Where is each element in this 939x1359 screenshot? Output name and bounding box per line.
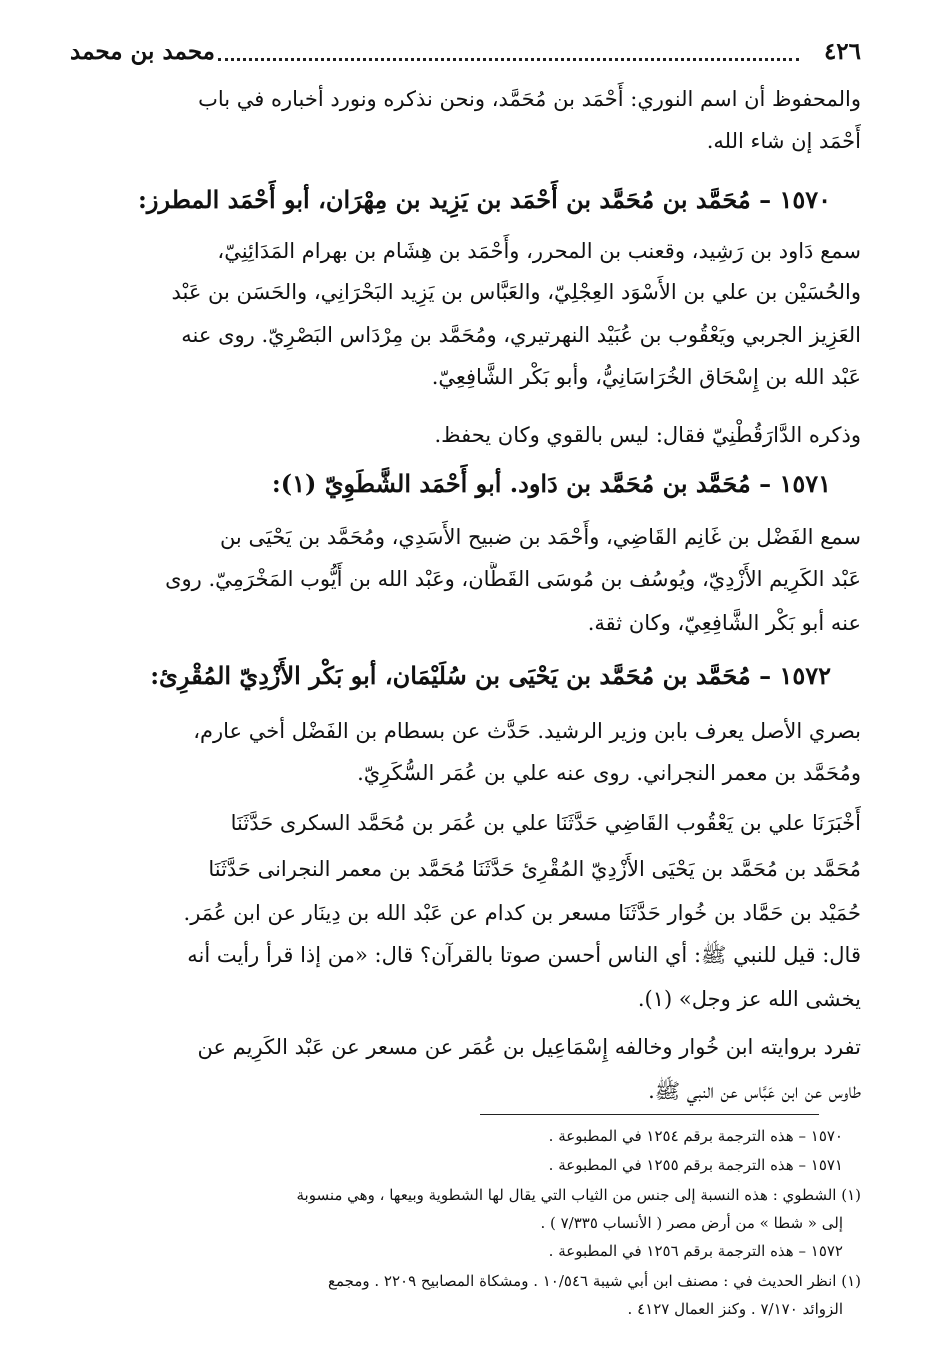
text-line: عَبْد الله بن إِسْحَاق الخُرَاسَانِيُّ، وأبو بَكْر الشَّافِعِيّ. (431, 365, 861, 389)
footnote: (١) الشطوي : هذه النسبة إلى جنس من الثياب التي يقال لها الشطوية وبيعها ، وهي منسوبة (296, 1186, 861, 1204)
footnote: الزوائد ٧/١٧٠ . وكنز العمال ٤١٢٧ . (627, 1300, 843, 1318)
entry-heading-1570: ١٥٧٠ – مُحَمَّد بن مُحَمَّد بن أَحْمَد بن يَزِيد بن مِهْرَان، أبو أَحْمَد المطرز: (138, 185, 831, 214)
text-line: بصري الأصل يعرف بابن وزير الرشيد. حَدَّث عن بسطام بن الفَضْل أخي عارم، (193, 719, 861, 743)
footnote: إلى « شطا » من أرض مصر ( الأنساب ٧/٣٣٥ ) . (540, 1214, 843, 1232)
text-line: عَبْد الكَرِيم الأَزْدِيّ، ويُوسُف بن مُوسَى القَطَّان، وعَبْد الله بن أَيُّوب المَخْرَمِيّ. روى (165, 567, 861, 591)
header-dot-leader (218, 58, 799, 61)
footnote: ١٥٧١ – هذه الترجمة برقم ١٢٥٥ في المطبوعة . (548, 1156, 843, 1174)
text-line: العَزِيز الجربي ويَعْقُوب بن عُبَيْد النهرتيري، ومُحَمَّد بن مِرْدَاس البَصْرِيّ. روى عنه (181, 323, 861, 347)
entry-heading-1571: ١٥٧١ – مُحَمَّد بن مُحَمَّد بن دَاود. أبو أَحْمَد الشَّطَوِيّ (١): (271, 469, 831, 498)
footnote: ١٥٧٢ – هذه الترجمة برقم ١٢٥٦ في المطبوعة . (548, 1242, 843, 1260)
footnote-separator (480, 1114, 819, 1115)
text-line: سمع دَاود بن رَشِيد، وقعنب بن المحرر، وأَحْمَد بن هِشَام بن بهرام المَدَائِنِيّ، (217, 239, 861, 263)
entry-heading-1572: ١٥٧٢ – مُحَمَّد بن مُحَمَّد بن يَحْيَى بن سُلَيْمَان، أبو بَكْر الأَزْدِيّ المُقْرِئ: (150, 661, 831, 690)
text-line: عنه أبو بَكْر الشَّافِعِيّ، وكان ثقة. (587, 611, 861, 635)
footnote: (١) انظر الحديث في : مصنف ابن أبي شيبة ١٠/٥٤٦ . ومشكاة المصابيح ٢٢٠٩ . ومجمع (328, 1272, 861, 1290)
text-line: طاوس عن ابن عَبَّاس عن النبي ﷺ. (648, 1079, 861, 1103)
text-line: والحُسَيْن بن علي بن الأَسْوَد العِجْلِيّ، والعَبَّاس بن يَزِيد البَحْرَانِي، والحَسَن بن عَبْد (171, 280, 861, 304)
running-title: محمد بن محمد (70, 38, 215, 65)
text-line: أَخْبَرَنَا علي بن يَعْقُوب القَاضِي حَدَّثَنَا علي بن عُمَر بن مُحَمَّد السكرى حَدَّثَنَا (230, 811, 861, 835)
text-line: يخشى الله عز وجل» (١). (637, 987, 861, 1011)
text-line: والمحفوظ أن اسم النوري: أَحْمَد بن مُحَمَّد، ونحن نذكره ونورد أخباره في باب (198, 87, 861, 111)
page-header (70, 38, 861, 72)
text-line: قال: قيل للنبي ﷺ: أي الناس أحسن صوتا بالقرآن؟ قال: «من إذا قرأ رأيت أنه (187, 943, 861, 967)
text-line: أَحْمَد إن شاء الله. (706, 129, 861, 153)
footnote: ١٥٧٠ – هذه الترجمة برقم ١٢٥٤ في المطبوعة . (548, 1127, 843, 1145)
text-line: وذكره الدَّارَقُطْنِيّ فقال: ليس بالقوي وكان يحفظ. (434, 423, 861, 447)
text-line: ومُحَمَّد بن معمر النجراني. روى عنه علي بن عُمَر السُّكَرِيّ. (357, 761, 861, 785)
text-line: مُحَمَّد بن مُحَمَّد بن يَحْيَى الأَزْدِيّ المُقْرِئ حَدَّثَنَا مُحَمَّد بن معمر النجرانى حَدَّثَنَا (208, 857, 861, 881)
page-number: ٤٢٦ (823, 38, 861, 65)
text-line: سمع الفَضْل بن غَانِم القَاضِي، وأَحْمَد بن ضبيح الأَسَدِي، ومُحَمَّد بن يَحْيَى بن (219, 525, 861, 549)
text-line: حُمَيْد بن حَمَّاد بن خُوار حَدَّثَنَا مسعر بن كدام عن عَبْد الله بن دِينَار عن ابن عُمَر. (183, 901, 861, 925)
text-line: تفرد بروايته ابن خُوار وخالفه إِسْمَاعِيل بن عُمَر عن مسعر عن عَبْد الكَرِيم عن (197, 1035, 861, 1059)
